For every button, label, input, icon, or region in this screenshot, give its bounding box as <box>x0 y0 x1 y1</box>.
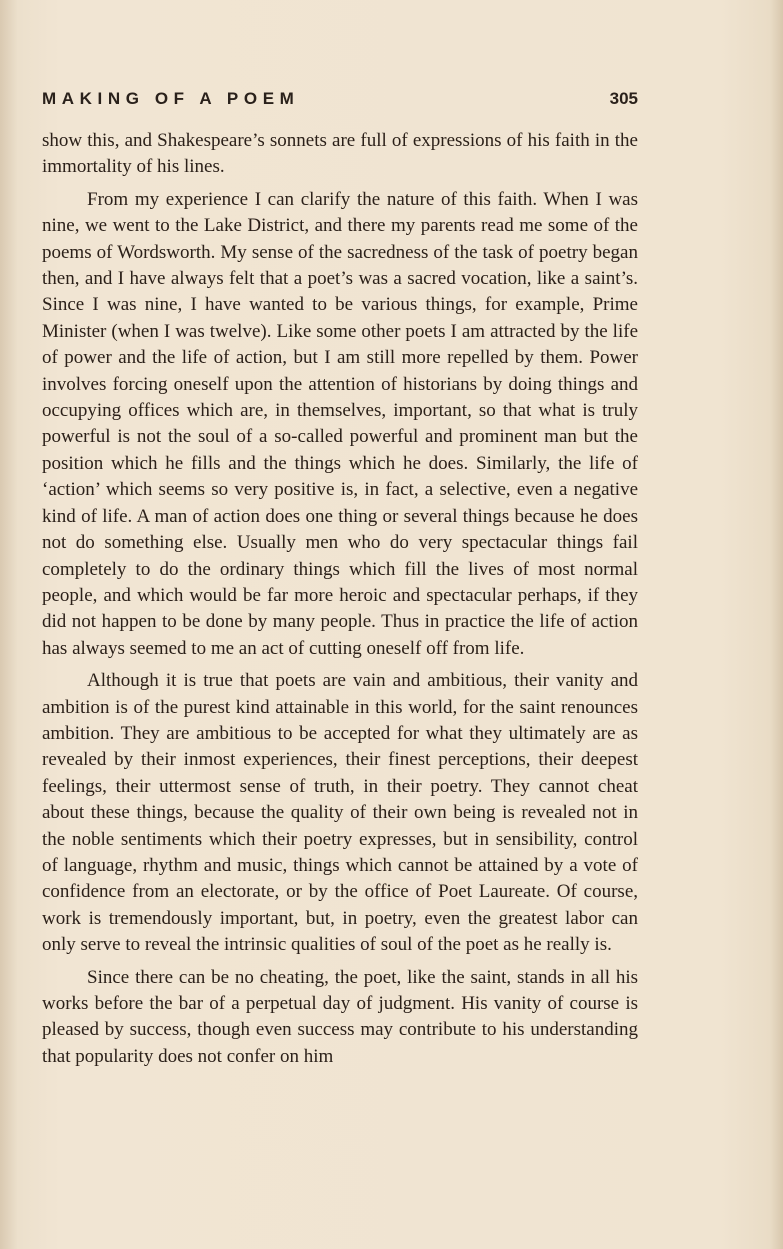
body-text <box>42 128 638 1070</box>
paragraph: From my experience I can clarify the nature of this faith. When I was nine, we went to the Lake District, and there my parents read me some of the poems of Wordsworth. My sense of the sacredness of the task of poetry began then, and I have always felt that a poet’s was a sacred vocation, like a saint’s. Since I was nine, I have wanted to be various things, for example, Prime Minister (when I was twelve). Like some other poets I am attracted by the life of power and the life of action, but I am still more repelled by them. Power involves forcing oneself upon the attention of historians by doing things and occupying offices which are, in themselves, important, so that what is truly powerful is not the soul of a so-called powerful and prominent man but the position which he fills and the things which he does. Similarly, the life of ‘action’ which seems so very positive is, in fact, a selective, even a negative kind of life. A man of action does one thing or several things because he does not do something else. Usually men who do very spectacular things fail completely to do the ordinary things which fill the lives of most normal people, and which would be far more heroic and spectacular perhaps, if they did not happen to be done by many people. Thus in practice the life of action has always seemed to me an act of cutting oneself off from life. <box>42 188 638 659</box>
paragraph-continued: show this, and Shakespeare’s sonnets are full of expressions of his faith in the immortality of his lines. <box>42 130 638 178</box>
page-number: 305 <box>609 89 638 108</box>
paragraph: Although it is true that poets are vain and ambitious, their vanity and ambition is of the purest kind attainable in this world, for the saint renounces ambition. They are ambitious to be accepted for what they ultimately are as revealed by their inmost experiences, their finest perceptions, their deepest feelings, their uttermost sense of truth, in their poetry. They cannot cheat about these things, because the quality of their own being is revealed not in the noble sentiments which their poetry expresses, but in sensibility, control of language, rhythm and music, things which cannot be attained by a vote of confidence from an electorate, or by the office of Poet Laureate. Of course, work is tremendously important, but, in poetry, even the greatest labor can only serve to reveal the intrinsic qualities of soul of the poet as he really is. <box>42 670 638 956</box>
paragraph: Since there can be no cheating, the poet, like the saint, stands in all his works before the bar of a perpetual day of judgment. His vanity of course is pleased by success, though even success may contribute to his understanding that popularity does not confer on him <box>42 966 638 1067</box>
running-head: MAKING OF A POEM <box>42 89 300 108</box>
page-header <box>42 89 638 113</box>
